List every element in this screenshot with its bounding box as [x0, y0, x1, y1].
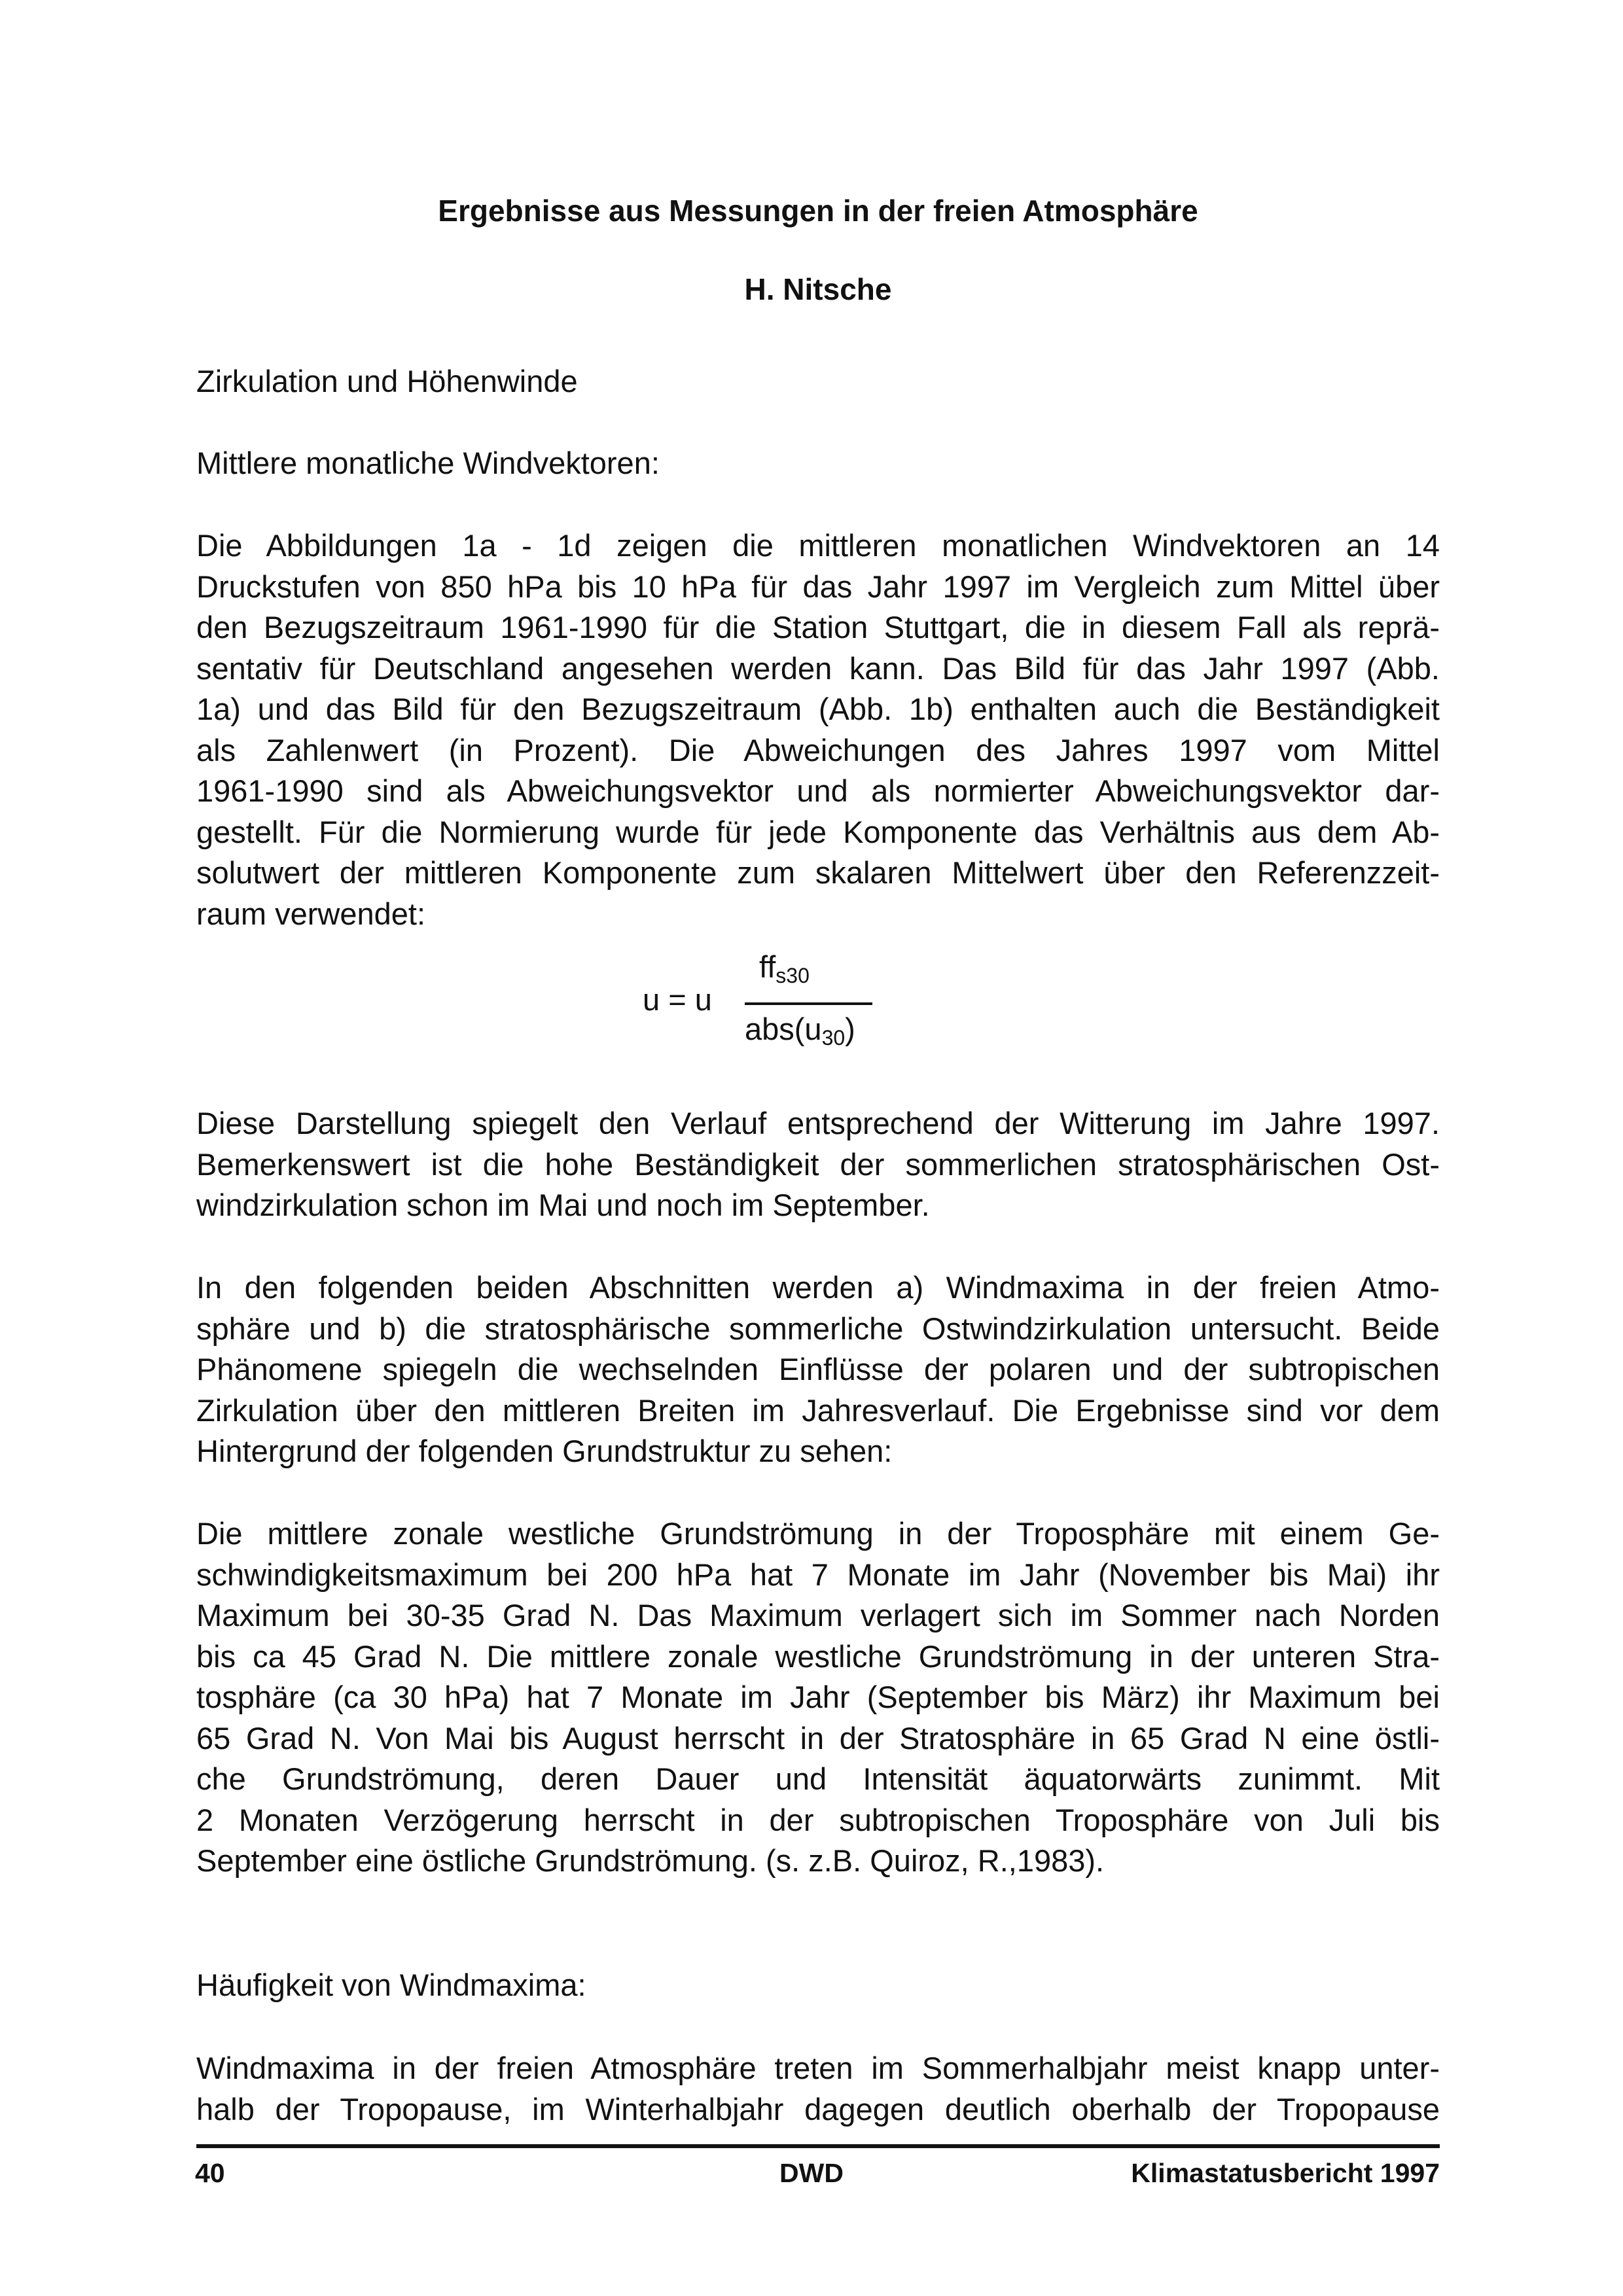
text-line: Die Abbildungen 1a - 1d zeigen die mittleren monatlichen Windvektoren an 14: [196, 528, 1440, 563]
text-line: gestellt. Für die Normierung wurde für jede Komponente das Verhältnis aus dem Ab-: [196, 814, 1440, 849]
text-line: che Grundströmung, deren Dauer und Intensität äquatorwärts zunimmt. Mit: [196, 1761, 1440, 1796]
section-heading: Zirkulation und Höhenwinde: [196, 364, 578, 398]
text-line: raum verwendet:: [196, 896, 426, 931]
document-title: Ergebnisse aus Messungen in der freien Atmosphäre: [438, 194, 1198, 228]
text-line: Hintergrund der folgenden Grundstruktur zu sehen:: [196, 1434, 893, 1468]
text-line: den Bezugszeitraum 1961-1990 für die Station Stuttgart, die in diesem Fall als reprä-: [196, 610, 1440, 645]
text-line: Bemerkenswert ist die hohe Beständigkeit der sommerlichen stratosphärischen Ost-: [196, 1146, 1440, 1182]
subheading-windmaxima: Häufigkeit von Windmaxima:: [196, 1968, 586, 2002]
text-line: 1a) und das Bild für den Bezugszeitraum (Abb. 1b) enthalten auch die Beständigkeit: [196, 692, 1440, 726]
text-line: September eine östliche Grundströmung. (s. z.B. Quiroz, R.,1983).: [196, 1843, 1105, 1878]
denominator-main: abs(u: [745, 1012, 822, 1046]
fraction-bar: [745, 1002, 872, 1005]
text-line: windzirkulation schon im Mai und noch im September.: [196, 1188, 930, 1222]
text-line: Windmaxima in der freien Atmosphäre treten im Sommerhalbjahr meist knapp unter-: [196, 2051, 1440, 2085]
author-name: H. Nitsche: [744, 272, 892, 306]
numerator-subscript: s30: [776, 964, 810, 987]
text-line: sentativ für Deutschland angesehen werden kann. Das Bild für das Jahr 1997 (Abb.: [196, 650, 1440, 686]
denominator-close: ): [845, 1012, 855, 1046]
paragraph-1: [196, 525, 1440, 934]
formula-denominator: [745, 1011, 855, 1050]
subheading-windvektoren: Mittlere monatliche Windvektoren:: [196, 446, 660, 480]
paragraph-5: [196, 2048, 1440, 2130]
document-page: [196, 0, 1440, 2296]
paragraph-3: [196, 1267, 1440, 1472]
text-line: Die mittlere zonale westliche Grundströmung in der Troposphäre mit einem Ge-: [196, 1516, 1440, 1551]
text-line: 1961-1990 sind als Abweichungsvektor und als normierter Abweichungsvektor dar-: [196, 773, 1440, 808]
footer-publication-title: Klimastatusbericht 1997: [1131, 2158, 1440, 2188]
paragraph-2: [196, 1103, 1440, 1226]
text-line: Diese Darstellung spiegelt den Verlauf entsprechend der Witterung im Jahre 1997.: [196, 1106, 1440, 1140]
page-number: 40: [195, 2158, 225, 2188]
denominator-subscript: 30: [821, 1026, 846, 1050]
text-line: In den folgenden beiden Abschnitten werden a) Windmaxima in der freien Atmo-: [196, 1270, 1440, 1305]
paragraph-4: [196, 1513, 1440, 1882]
text-line: bis ca 45 Grad N. Die mittlere zonale westliche Grundströmung in der unteren Stra-: [196, 1638, 1440, 1674]
text-line: halb der Tropopause, im Winterhalbjahr dagegen deutlich oberhalb der Tropopause: [196, 2091, 1440, 2127]
text-line: 2 Monaten Verzögerung herrscht in der subtropischen Troposphäre von Juli bis: [196, 1802, 1440, 1837]
text-line: schwindigkeitsmaximum bei 200 hPa hat 7 Monate im Jahr (November bis Mai) ihr: [196, 1557, 1440, 1592]
footer-divider: [196, 2144, 1440, 2148]
text-line: als Zahlenwert (in Prozent). Die Abweichungen des Jahres 1997 vom Mittel: [196, 732, 1440, 768]
text-line: solutwert der mittleren Komponente zum skalaren Mittelwert über den Referenzzeit-: [196, 855, 1440, 890]
text-line: Zirkulation über den mittleren Breiten im Jahresverlauf. Die Ergebnisse sind vor dem: [196, 1392, 1440, 1428]
text-line: sphäre und b) die stratosphärische sommerliche Ostwindzirkulation untersucht. Beide: [196, 1311, 1440, 1346]
text-line: Phänomene spiegeln die wechselnden Einflüsse der polaren und der subtropischen: [196, 1352, 1440, 1386]
text-line: Druckstufen von 850 hPa bis 10 hPa für das Jahr 1997 im Vergleich zum Mittel über: [196, 569, 1440, 604]
text-line: 65 Grad N. Von Mai bis August herrscht in der Stratosphäre in 65 Grad N eine östli-: [196, 1720, 1440, 1756]
numerator-main: ff: [759, 949, 776, 984]
formula-lhs: u = u: [643, 982, 712, 1017]
footer-publisher: DWD: [779, 2158, 844, 2188]
text-line: tosphäre (ca 30 hPa) hat 7 Monate im Jahr (September bis März) ihr Maximum bei: [196, 1680, 1440, 1714]
text-line: Maximum bei 30-35 Grad N. Das Maximum verlagert sich im Sommer nach Norden: [196, 1598, 1440, 1633]
formula-numerator: [759, 949, 810, 985]
